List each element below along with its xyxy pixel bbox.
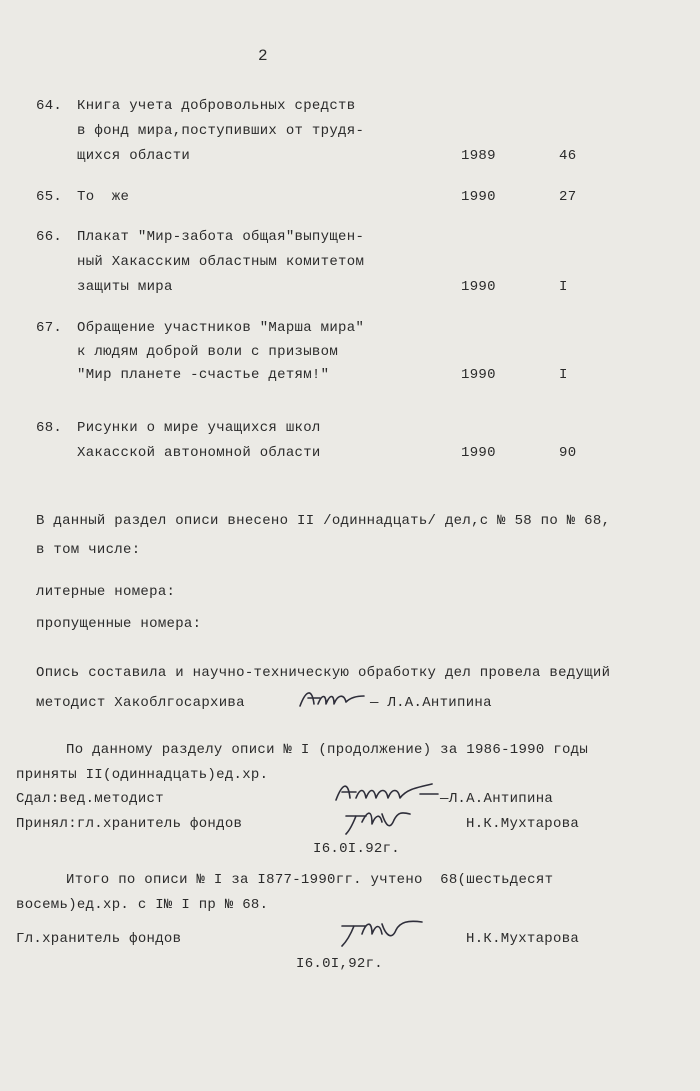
- keeper-name: Н.К.Мухтарова: [466, 931, 580, 947]
- entry-title-line: ный Хакасским областным комитетом: [77, 254, 365, 270]
- entry-sheet-count: I: [559, 279, 568, 295]
- letter-numbers-label: литерные номера:: [36, 584, 176, 600]
- entry-title-line: Хакасской автономной области: [77, 445, 321, 461]
- entry-number: 67.: [36, 320, 63, 336]
- entry-year: 1990: [461, 279, 496, 295]
- received-signature: [342, 806, 412, 841]
- entry-sheet-count: 90: [559, 445, 577, 461]
- compiler-name: — Л.А.Антипина: [370, 695, 492, 711]
- compiler-statement: Опись составила и научно-техническую обработку дел провела ведущий: [36, 665, 611, 681]
- summary-line: В данный раздел описи внесено II /одиннадцать/ дел,с № 58 по № 68,: [36, 513, 611, 529]
- handed-over-label: Сдал:вед.методист: [16, 791, 164, 807]
- entry-sheet-count: I: [559, 367, 568, 383]
- compiler-title: методист Хакоблгосархива: [36, 695, 245, 711]
- acceptance-line: По данному разделу описи № I (продолжение) за 1986-1990 годы: [66, 742, 589, 758]
- entry-year: 1990: [461, 445, 496, 461]
- entry-sheet-count: 46: [559, 148, 577, 164]
- total-line: восемь)ед.хр. с I№ I пр № 68.: [16, 897, 269, 913]
- entry-number: 68.: [36, 420, 63, 436]
- missing-numbers-label: пропущенные номера:: [36, 616, 202, 632]
- entry-year: 1990: [461, 367, 496, 383]
- entry-title-line: Рисунки о мире учащихся школ: [77, 420, 321, 436]
- entry-year: 1989: [461, 148, 496, 164]
- entry-title-line: Плакат "Мир-забота общая"выпущен-: [77, 229, 365, 245]
- entry-title-line: "Мир планете -счастье детям!": [77, 367, 330, 383]
- summary-line: в том числе:: [36, 542, 141, 558]
- entry-sheet-count: 27: [559, 189, 577, 205]
- received-label: Принял:гл.хранитель фондов: [16, 816, 243, 832]
- entry-title-line: То же: [77, 189, 130, 205]
- entry-number: 65.: [36, 189, 63, 205]
- entry-title-line: защиты мира: [77, 279, 173, 295]
- handed-over-name: —Л.А.Антипина: [440, 791, 554, 807]
- entry-title-line: к людям доброй воли с призывом: [77, 344, 339, 360]
- entry-title-line: в фонд мира,поступивших от трудя-: [77, 123, 365, 139]
- received-name: Н.К.Мухтарова: [466, 816, 580, 832]
- page-number: 2: [258, 47, 268, 65]
- total-line: Итого по описи № I за I877-1990гг. учтено 68(шестьдесят: [66, 872, 554, 888]
- acceptance-line: приняты II(одиннадцать)ед.хр.: [16, 767, 269, 783]
- acceptance-date: I6.0I.92г.: [313, 841, 401, 857]
- total-date: I6.0I,92г.: [296, 956, 384, 972]
- compiler-signature: [298, 686, 368, 717]
- keeper-label: Гл.хранитель фондов: [16, 931, 182, 947]
- entry-number: 66.: [36, 229, 63, 245]
- entry-title-line: Обращение участников "Марша мира": [77, 320, 365, 336]
- keeper-signature: [336, 914, 426, 953]
- entry-title-line: Книга учета добровольных средств: [77, 98, 356, 114]
- entry-year: 1990: [461, 189, 496, 205]
- entry-title-line: щихся области: [77, 148, 191, 164]
- entry-number: 64.: [36, 98, 63, 114]
